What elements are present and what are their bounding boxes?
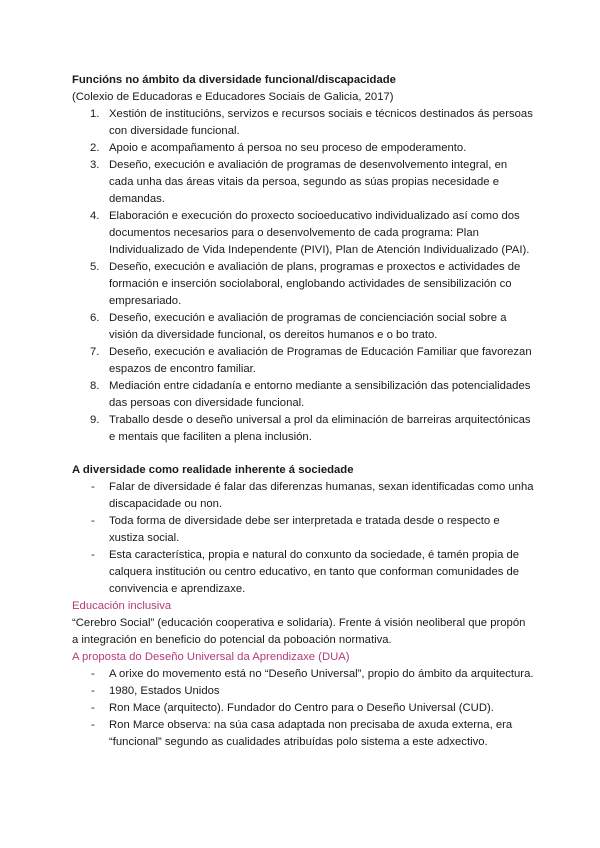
- list-item: 8. Mediación entre cidadanía e entorno mediante a sensibilización das potencialidades das persoas con diversidade funcional.: [90, 380, 531, 409]
- section-title-funcions: Funcións no ámbito da diversidade funcional/discapacidade: [72, 74, 396, 86]
- list-item: 9. Traballo desde o deseño universal a prol da eliminación de barreiras arquitectónicas e mentais que faciliten a plena inclusión.: [90, 414, 531, 443]
- dash-list-diversidade: [72, 479, 534, 598]
- document-content: [72, 72, 534, 751]
- list-item: 2. Apoio e acompañamento á persoa no seu proceso de empoderamento.: [90, 142, 467, 154]
- section-title-diversidade: A diversidade como realidade inherente á sociedade: [72, 464, 354, 476]
- numbered-list-funcions: [72, 106, 534, 446]
- list-item: 5. Deseño, execución e avaliación de plans, programas e proxectos e actividades de formación e inserción sociolaboral, englobando actividades de sensibilización co empresariado.: [90, 261, 521, 307]
- list-item: - A orixe do movemento está no “Deseño Universal”, propio do ámbito da arquitectura.: [91, 668, 534, 680]
- list-item: - Toda forma de diversidade debe ser interpretada e tratada desde o respecto e xustiza social.: [91, 515, 500, 544]
- list-item: - Falar de diversidade é falar das diferenzas humanas, sexan identificadas como unha discapacidade ou non.: [91, 481, 534, 510]
- list-item: - Ron Marce observa: na súa casa adaptada non precisaba de axuda externa, era “funcional” segundo as cualidades atribuídas polo sistema a este adxectivo.: [91, 719, 513, 748]
- paragraph-cerebro-social: “Cerebro Social” (educación cooperativa e solidaria). Frente á visión neoliberal que propón a integración en beneficio do potencial da poboación normativa.: [72, 617, 526, 646]
- section-title-dua: A proposta do Deseño Universal da Aprendizaxe (DUA): [72, 651, 350, 663]
- list-item: 4. Elaboración e execución do proxecto socioeducativo individualizado así como dos documentos necesarios para o desenvolvemento de cada programa: Plan Individualizado de Vida Independente (PIVI), Plan de Atención Individualizado (PAI).: [90, 210, 530, 256]
- list-item: - Ron Mace (arquitecto). Fundador do Centro para o Deseño Universal (CUD).: [91, 702, 494, 714]
- list-item: 7. Deseño, execución e avaliación de Programas de Educación Familiar que favorezan espazos de encontro familiar.: [90, 346, 532, 375]
- dash-list-dua: [72, 666, 534, 751]
- list-item: 6. Deseño, execución e avaliación de programas de concienciación social sobre a visión da diversidade funcional, os dereitos humanos e o bo trato.: [90, 312, 507, 341]
- list-item: - 1980, Estados Unidos: [91, 685, 220, 697]
- list-item: - Esta característica, propia e natural do conxunto da sociedade, é tamén propia de calquera institución ou centro educativo, en tanto que conforman comunidades de convivencia e aprendizaxe.: [91, 549, 520, 595]
- list-item: 1. Xestión de institucións, servizos e recursos sociais e técnicos destinados ás persoas con diversidade funcional.: [90, 108, 533, 137]
- section-subtitle-colexio: (Colexio de Educadoras e Educadores Sociais de Galicia, 2017): [72, 91, 394, 103]
- section-title-educacion-inclusiva: Educación inclusiva: [72, 600, 172, 612]
- list-item: 3. Deseño, execución e avaliación de programas de desenvolvemento integral, en cada unha das áreas vitais da persoa, segundo as súas propias necesidade e demandas.: [90, 159, 508, 205]
